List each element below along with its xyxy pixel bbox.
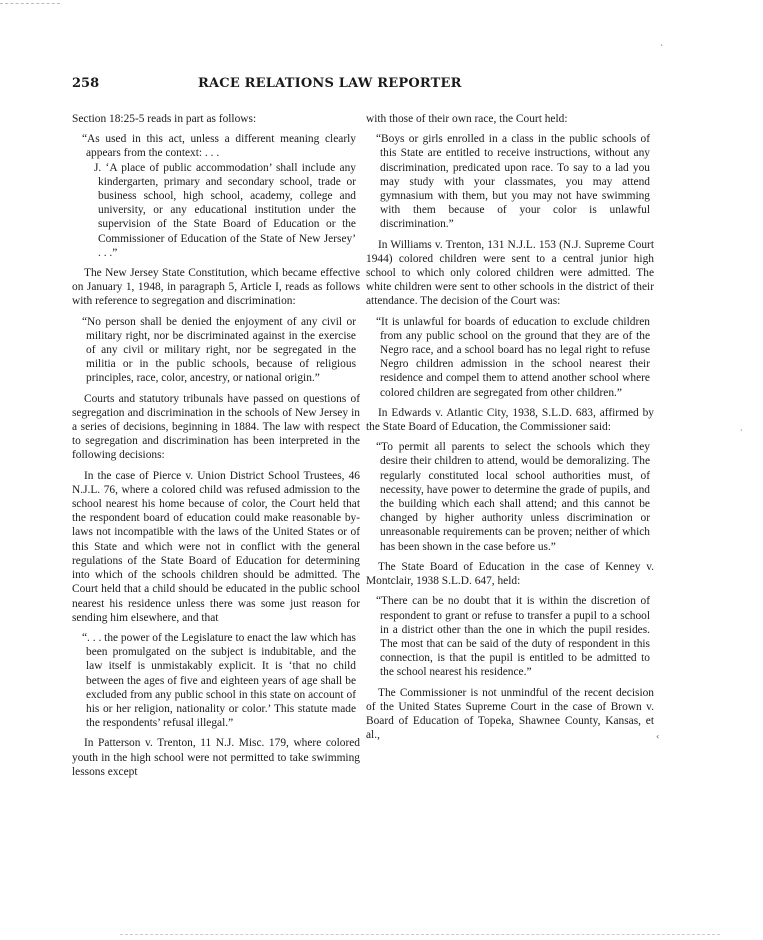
block-quote bbox=[366, 132, 654, 231]
paragraph: with those of their own race, the Court held: bbox=[366, 113, 568, 125]
paragraph: The State Board of Education in the case of Kenney v. Montclair, 1938 S.L.D. 647, held: bbox=[366, 560, 654, 588]
quote-text: “It is unlawful for boards of education to exclude children from any public school on the ground that they are of the Negro race, and a school board has no legal right to refuse Negro children admission in the school nearest their residence and compel them to attend another school where colored children are segregated from other children.” bbox=[376, 315, 650, 399]
scan-top-rule bbox=[0, 3, 60, 4]
block-quote bbox=[72, 132, 360, 260]
quote-text: “To permit all parents to select the schools which they desire their children to attend, would be demoralizing. The regularly constituted local school authorities must, of necessity, have power to determine the grade of pupils, and the building which each shall attend; and this cannot be changed by higher authority unless discrimination or unreasonable requirements can be proven; neither of which has been shown in the case before us.” bbox=[376, 441, 650, 553]
paragraph: The New Jersey State Constitution, which became effective on January 1, 1948, in paragraph 5, Article I, reads as follows with reference to segregation and discrimination: bbox=[72, 267, 360, 308]
quote-subsection: J. ‘A place of public accommodation’ shall include any kindergarten, primary and secondary school, trade or business school, high school, academy, college and university, or any educational institution under the supervision of the State Board of Education or the Commissioner of Education of the State of New Jersey’ . . .” bbox=[94, 161, 356, 259]
running-header-title: RACE RELATIONS LAW REPORTER bbox=[198, 76, 462, 91]
scan-speck: ‹ bbox=[656, 732, 660, 741]
block-quote bbox=[366, 440, 654, 554]
paragraph: In Edwards v. Atlantic City, 1938, S.L.D. 683, affirmed by the State Board of Education, the Commissioner said: bbox=[366, 406, 654, 434]
quote-text: “. . . the power of the Legislature to enact the law which has been promulgated on the subject is indubitable, and the law itself is unmistakably explicit. It is ‘that no child between the ages of five and eighteen years of age shall be excluded from any public school in this state on account of his or her religion, nationality or color.’ This statute made the respondents’ refusal illegal.” bbox=[82, 631, 356, 730]
paragraph: In Williams v. Trenton, 131 N.J.L. 153 (N.J. Supreme Court 1944) colored children were sent to a central junior high school to which only colored children were admitted. The white children were sent to other schools in the district of their attendance. The decision of the Court was: bbox=[366, 238, 654, 308]
block-quote bbox=[72, 631, 360, 730]
block-quote bbox=[366, 315, 654, 400]
block-quote bbox=[366, 594, 654, 679]
quote-text: “As used in this act, unless a different meaning clearly appears from the context: . . . bbox=[82, 133, 356, 160]
paragraph: In Patterson v. Trenton, 11 N.J. Misc. 179, where colored youth in the high school were not permitted to take swimming lessons except bbox=[72, 737, 360, 778]
paragraph: Section 18:25-5 reads in part as follows: bbox=[72, 113, 257, 125]
left-column bbox=[72, 112, 360, 785]
quote-text: “No person shall be denied the enjoyment of any civil or military right, nor be discriminated against in the exercise of any civil or military right, nor be segregated in the militia or in the public schools, because of religious principles, race, color, ancestry, or national origin.” bbox=[82, 315, 356, 385]
scan-speck: ` bbox=[660, 44, 664, 53]
paragraph: Courts and statutory tribunals have passed on questions of segregation and discrimination in the schools of New Jersey in a series of decisions, beginning in 1884. The law with respect to segregation and discrimination has been interpreted in the following decisions: bbox=[72, 392, 360, 462]
quote-text: “Boys or girls enrolled in a class in the public schools of this State are entitled to receive instructions, without any discrimination, predicated upon race. To say to a lad you may study with your classmates, you may attend gymnasium with them, but you may not have swimming with them because of your color is unlawful discrimination.” bbox=[376, 133, 650, 231]
scan-speck: · bbox=[740, 426, 743, 435]
paragraph: In the case of Pierce v. Union District School Trustees, 46 N.J.L. 76, where a colored child was refused admission to the school nearest his home because of color, the Court held that the respondent board of education could make reasonable by-laws not incompatible with the laws of the United States or of this State and which were not in conflict with the general regulations of the State Board of Education for determining into which of the schools children should be admitted. The Court held that a child should be educated in the public school nearest his residence unless there was some just reason for sending him elsewhere, and that bbox=[72, 469, 360, 624]
quote-text: “There can be no doubt that it is within the discretion of respondent to grant or refuse to transfer a pupil to a school in a district other than the one in which the pupil resides. The most that can be said of the duty of respondent in this connection, is that the pupil is entitled to be admitted to the school nearest his residence.” bbox=[376, 595, 650, 679]
block-quote bbox=[72, 315, 360, 386]
page-number: 258 bbox=[72, 76, 100, 91]
paragraph: The Commissioner is not unmindful of the recent decision of the United States Supreme Court in the case of Brown v. Board of Education of Topeka, Shawnee County, Kansas, et al., bbox=[366, 686, 654, 742]
scan-bottom-rule bbox=[120, 934, 720, 935]
right-column bbox=[366, 112, 654, 748]
